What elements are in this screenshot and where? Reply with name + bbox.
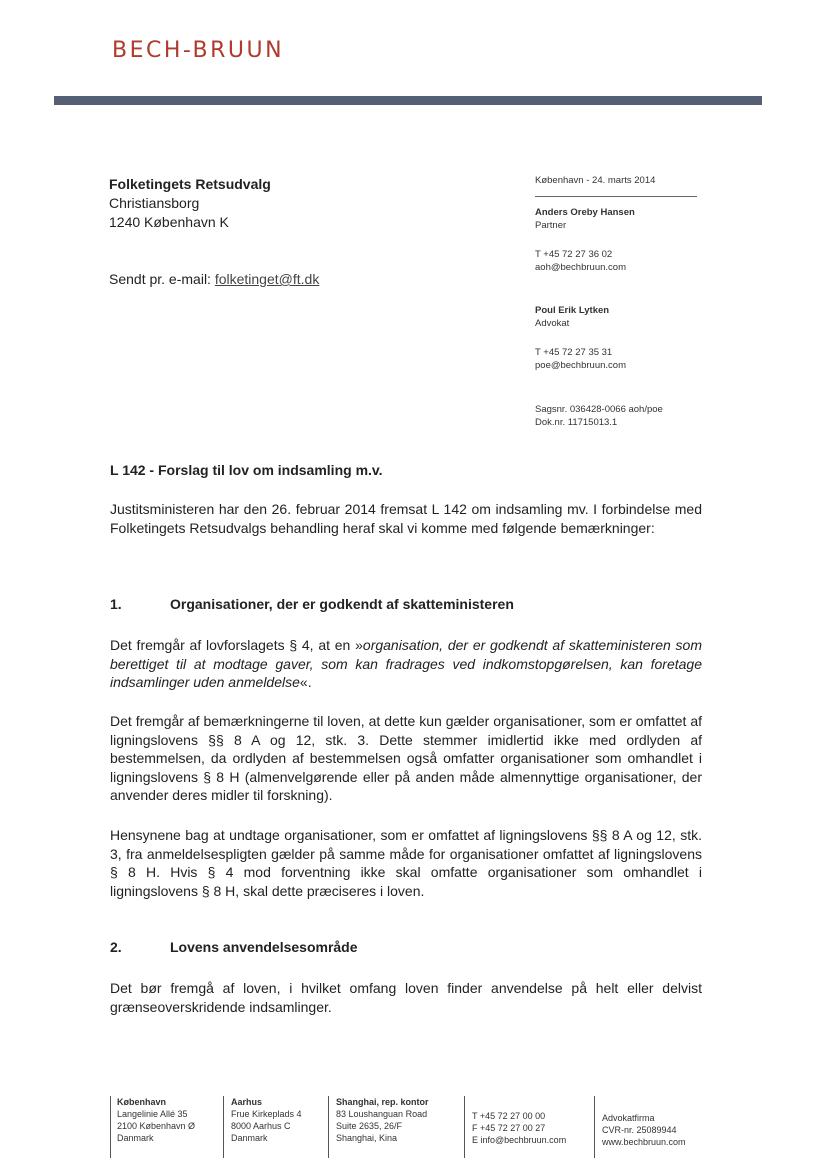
footer-separator: [110, 1096, 111, 1158]
contact-1-email[interactable]: aoh@bechbruun.com: [535, 262, 626, 273]
footer-contact: T +45 72 27 00 00 F +45 72 27 00 27 E info@bechbruun.com: [472, 1111, 567, 1145]
contact-2-email[interactable]: poe@bechbruun.com: [535, 360, 626, 371]
section-1-heading: [110, 596, 514, 612]
sent-by-email: [109, 271, 319, 287]
section-1-paragraph-2: Det fremgår af bemærkningerne til loven, at dette kun gælder organisationer, som er omfattet af ligningslovens §§ 8 A og 12, stk. 3. Dette stemmer imidlertid ikke med ordlyden af bestemmelsen, da ordlyden af bestemmelsen også omfatter organisationer som omhandlet i ligningslovens § 8 H (almenvelgørende eller på anden måde almennyttige organisationer, der anvender deres midler til forskning).: [110, 713, 702, 803]
contact-1: [535, 206, 635, 232]
recipient-address: [109, 175, 271, 232]
contact-2: [535, 304, 609, 330]
contact-1-phone: T +45 72 27 36 02: [535, 249, 613, 260]
footer-separator: [594, 1096, 595, 1158]
header-divider-bar: [54, 96, 762, 105]
letter-subject: L 142 - Forslag til lov om indsamling m.v.: [110, 462, 383, 478]
footer-separator: [223, 1096, 224, 1158]
section-1-title: Organisationer, der er godkendt af skatteministeren: [170, 596, 514, 612]
contact-1-name: Anders Oreby Hansen: [535, 207, 635, 218]
recipient-name: Folketingets Retsudvalg: [109, 176, 271, 192]
section-2-number: 2.: [110, 939, 122, 955]
recipient-email-link[interactable]: folketinget@ft.dk: [214, 271, 320, 287]
section-2-heading: [110, 939, 358, 955]
footer-firm-info: Advokatfirma CVR-nr. 25089944 www.bechbruun.com: [602, 1113, 686, 1147]
company-logo: BECH-BRUUN: [112, 38, 285, 63]
footer-separator: [328, 1096, 329, 1158]
contact-1-details: [535, 248, 626, 274]
document-number: Dok.nr. 11715013.1: [535, 417, 618, 428]
footer-office-copenhagen: København Langelinie Allé 35 2100 København Ø Danmark: [117, 1097, 196, 1143]
email-prefix: Sendt pr. e-mail:: [109, 271, 215, 287]
recipient-line1: Christiansborg: [109, 195, 200, 211]
section-1-paragraph-3: Hensynene bag at undtage organisationer, som er omfattet af ligningslovens §§ 8 A og 12, stk. 3, fra anmeldelsespligten gælder på samme måde for organisationer omfattet af ligningslovens § 8 H. Hvis § 4 mod forventning ikke skal omfatte organisationer som omhandlet i ligningslovens § 8 H, skal dette præciseres i loven.: [110, 827, 702, 899]
section-2-paragraph-1: Det bør fremgå af loven, i hvilket omfang loven finder anvendelse på helt eller delvist grænseoverskridende indsamlinger.: [110, 980, 702, 1015]
contact-2-name: Poul Erik Lytken: [535, 305, 610, 316]
case-number: Sagsnr. 036428-0066 aoh/poe: [535, 404, 663, 415]
letter-date: København - 24. marts 2014: [535, 175, 656, 186]
section-1-paragraph-1: Det fremgår af lovforslagets § 4, at en »organisation, der er godkendt af skatteministeren som berettiget til at modtage gaver, som kan fradrages ved indkomstopgørelsen, kan foretage indsamlinger uden anmeldelse«.: [110, 637, 702, 690]
contact-2-details: [535, 346, 626, 372]
section-2-title: Lovens anvendelsesområde: [170, 939, 358, 955]
footer-office-aarhus: Aarhus Frue Kirkeplads 4 8000 Aarhus C Danmark: [231, 1097, 302, 1143]
recipient-line2: 1240 København K: [109, 214, 229, 230]
section-1-number: 1.: [110, 596, 122, 612]
contact-2-phone: T +45 72 27 35 31: [535, 347, 613, 358]
contact-2-title: Advokat: [535, 318, 570, 329]
footer-office-shanghai: Shanghai, rep. kontor 83 Loushanguan Road Suite 2635, 26/F Shanghai, Kina: [336, 1097, 429, 1143]
sidebar-divider: [535, 196, 697, 197]
contact-1-title: Partner: [535, 220, 567, 231]
footer-separator: [464, 1096, 465, 1158]
reference-numbers: [535, 403, 663, 429]
quoted-provision: organisation, der er godkendt af skatteministeren som berettiget til at modtage gaver, som kan fradrages ved indkomstopgørelsen, kan foretage indsamlinger uden anmeldelse: [110, 637, 702, 690]
intro-paragraph: Justitsministeren har den 26. februar 2014 fremsat L 142 om indsamling mv. I forbindelse med Folketingets Retsudvalgs behandling heraf skal vi komme med følgende bemærkninger:: [110, 501, 702, 536]
